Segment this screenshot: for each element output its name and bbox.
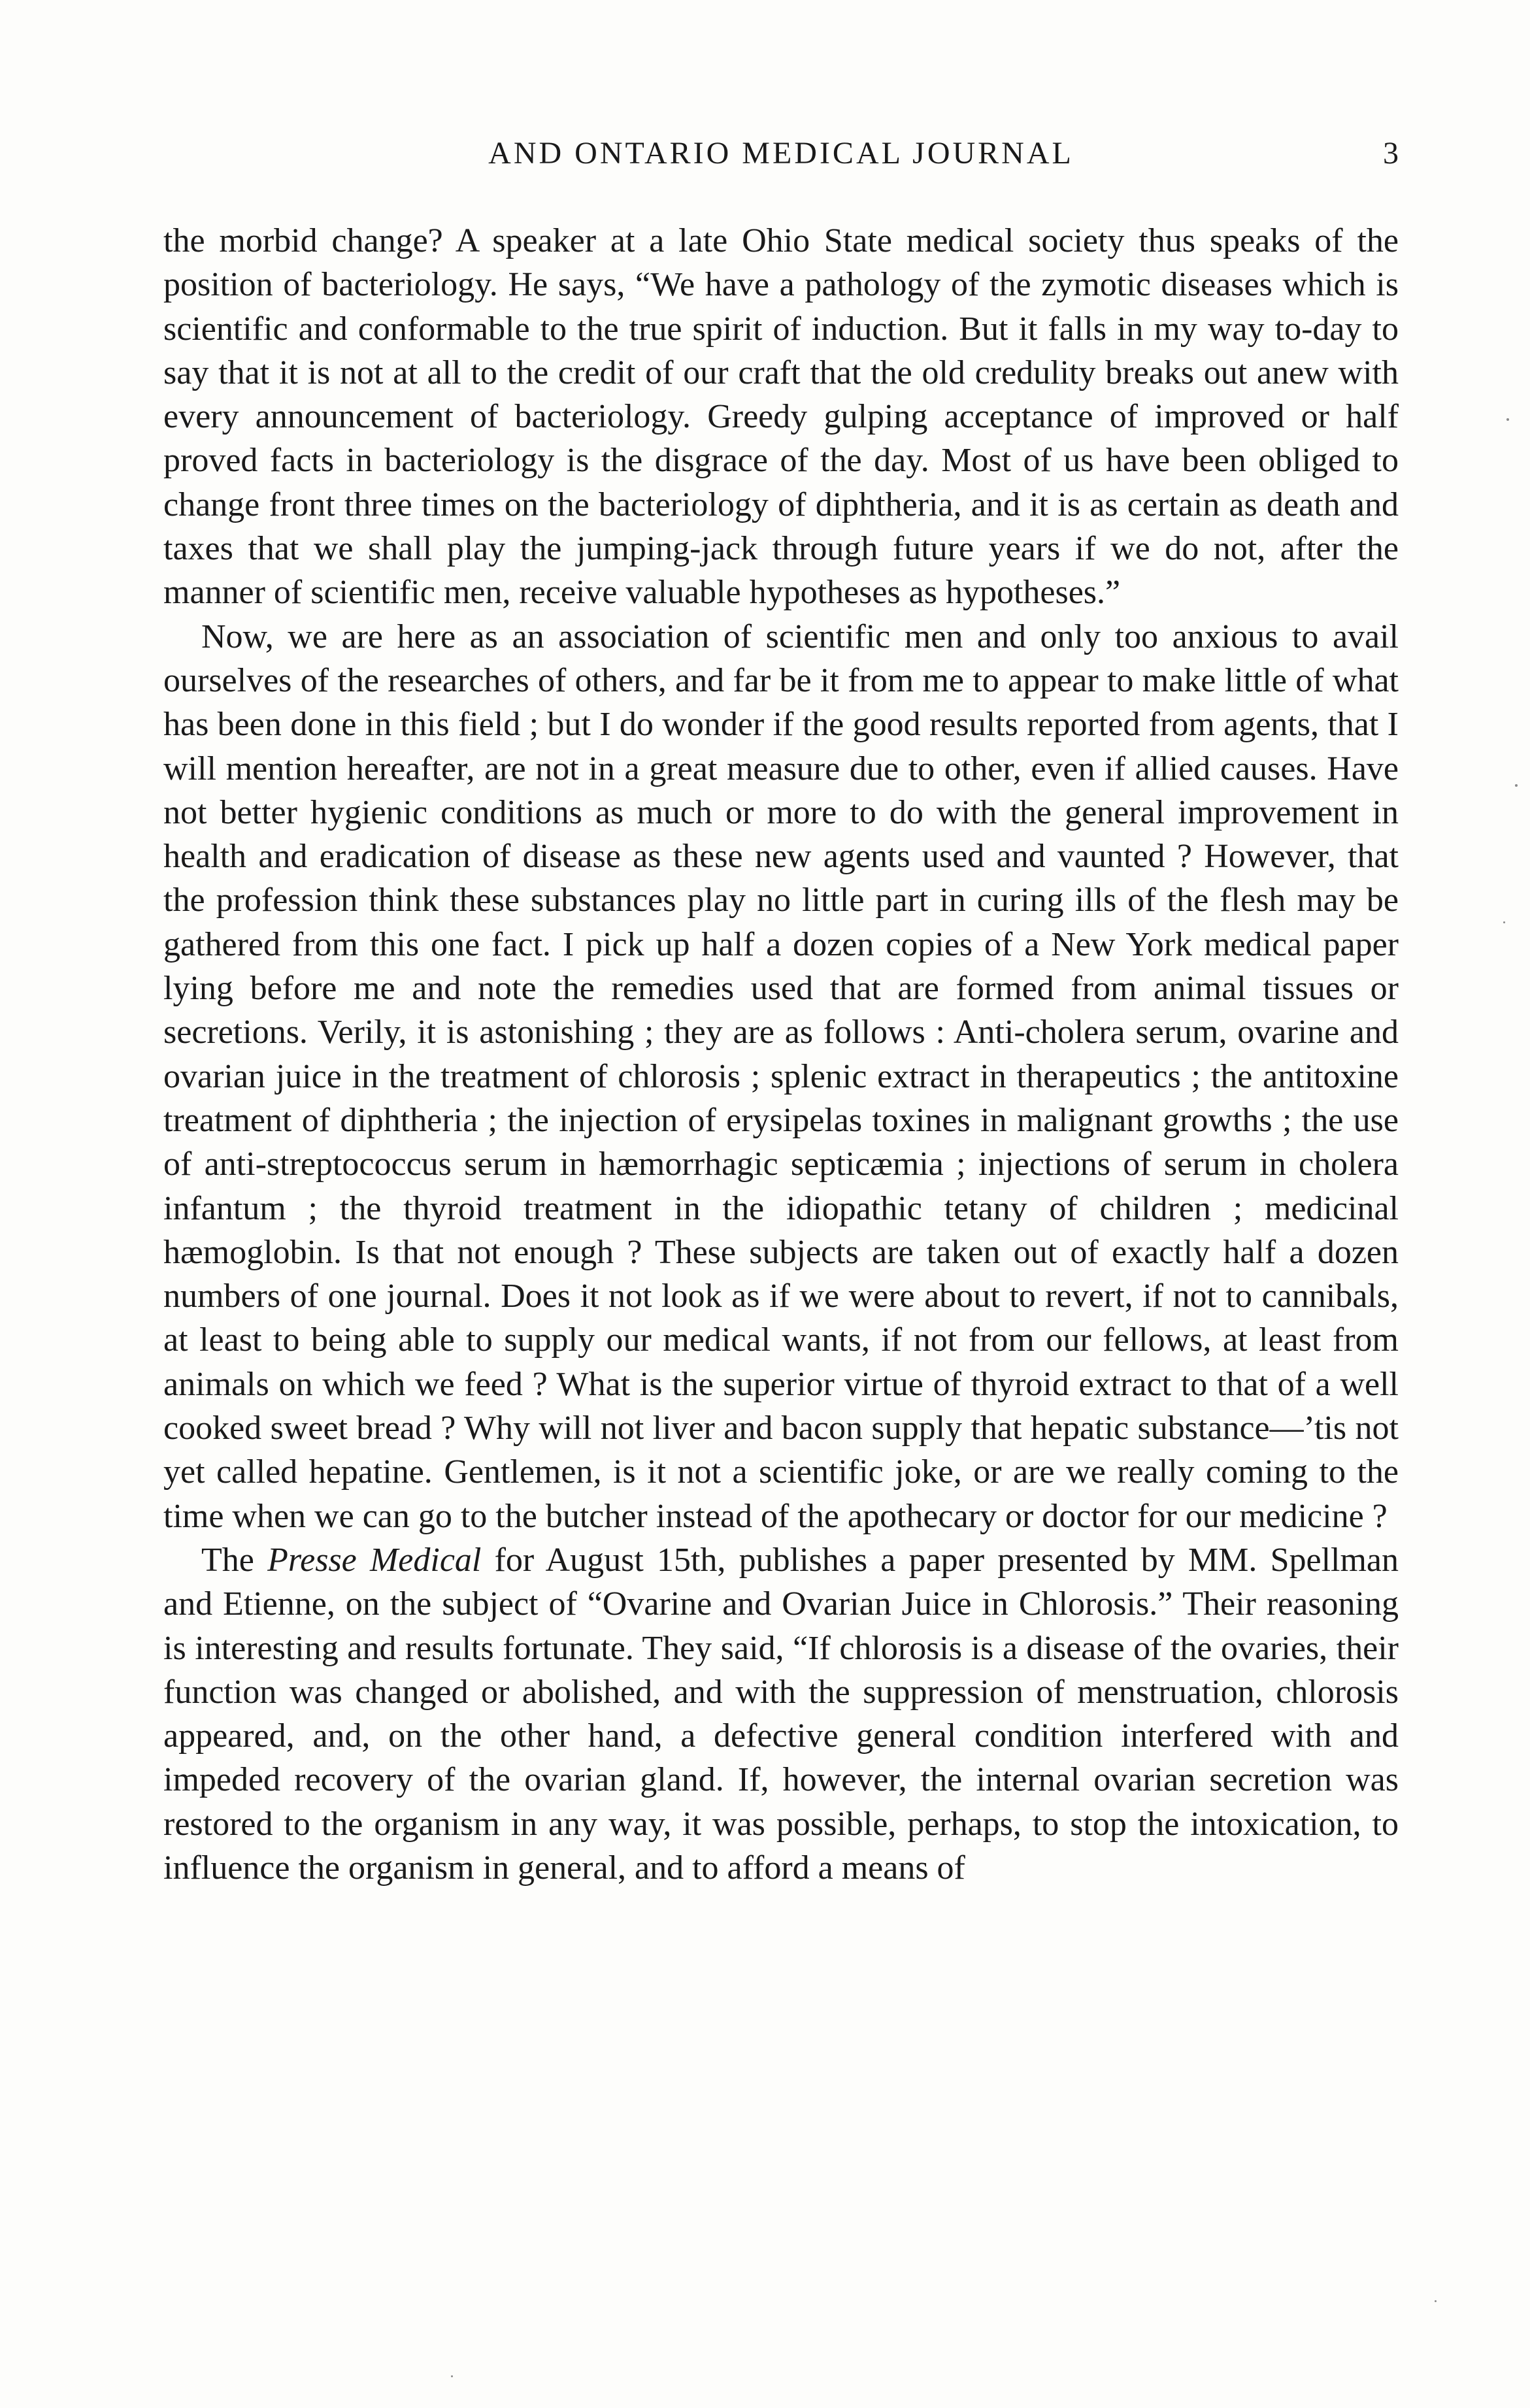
scan-speck <box>1506 418 1509 421</box>
page-number: 3 <box>1383 136 1399 171</box>
running-head <box>163 134 1399 186</box>
body-text <box>163 219 1399 1890</box>
scan-speck <box>451 2375 453 2377</box>
paragraph-1: the morbid change? A speaker at a late Ohio State medical society thus speaks of the position of bacteriology. He says, “We have a pathology of the zymotic diseases which is scientific and conformable to the true spirit of induction. But it falls in my way to-day to say that it is not at all to the credit of our craft that the old credulity breaks out anew with every announcement of bacteriology. Greedy gulping acceptance of improved or half proved facts in bacteriology is the disgrace of the day. Most of us have been obliged to change front three times on the bacteriology of diphtheria, and it is as certain as death and taxes that we shall play the jumping-jack through future years if we do not, after the manner of scientific men, receive valuable hypotheses as hypotheses.” <box>163 222 1399 612</box>
scan-speck <box>1515 784 1518 787</box>
paragraph-3-text: for August 15th, publishes a paper presented by MM. Spellman and Etienne, on the subject of “Ovarine and Ovarian Juice in Chlorosis.” Their reasoning is interesting and results fortunate. They said, “If chlorosis is a disease of the ovaries, their function was changed or abolished, and with the suppression of menstruation, chlorosis appeared, and, on the other hand, a defective general condition interfered with and impeded recovery of the ovarian gland. If, however, the internal ovarian secretion was restored to the organism in any way, it was possible, perhaps, to stop the intoxication, to influence the organism in general, and to afford a means of <box>163 1541 1399 1887</box>
running-title: AND ONTARIO MEDICAL JOURNAL <box>488 136 1074 171</box>
scan-speck <box>1503 921 1505 923</box>
journal-title-italic: Presse Medical <box>267 1541 482 1579</box>
paragraph-3 <box>163 1538 1399 1890</box>
paragraph-3-lead: The <box>201 1541 254 1579</box>
paragraph-2: Now, we are here as an association of scientific men and only too anxious to avail ourselves of the researches of others, and far be it from me to appear to make little of what has been done in this field ; but I do wonder if the good results reported from agents, that I will mention hereafter, are not in a great measure due to other, even if allied causes. Have not better hygienic conditions as much or more to do with the general improvement in health and eradication of disease as these new agents used and vaunted ? However, that the profession think these substances play no little part in curing ills of the flesh may be gathered from this one fact. I pick up half a dozen copies of a New York medical paper lying before me and note the remedies used that are formed from animal tissues or secretions. Verily, it is astonishing ; they are as follows : Anti-cholera serum, ovarine and ovarian juice in the treatment of chlorosis ; splenic extract in therapeutics ; the antitoxine treatment of diphtheria ; the injection of erysipelas toxines in malignant growths ; the use of anti-streptococcus serum in hæmorrhagic septicæmia ; injections of serum in cholera infantum ; the thyroid treatment in the idiopathic tetany of children ; medicinal hæmoglobin. Is that not enough ? These subjects are taken out of exactly half a dozen numbers of one journal. Does it not look as if we were about to revert, if not to cannibals, at least to being able to supply our medical wants, if not from our fellows, at least from animals on which we feed ? What is the superior virtue of thyroid extract to that of a well cooked sweet bread ? Why will not liver and bacon supply that hepatic substance—’tis not yet called hepatine. Gentlemen, is it not a scientific joke, or are we really coming to the time when we can go to the butcher instead of the apothecary or doctor for our medicine ? <box>163 618 1399 1535</box>
scan-speck <box>1435 2300 1437 2302</box>
